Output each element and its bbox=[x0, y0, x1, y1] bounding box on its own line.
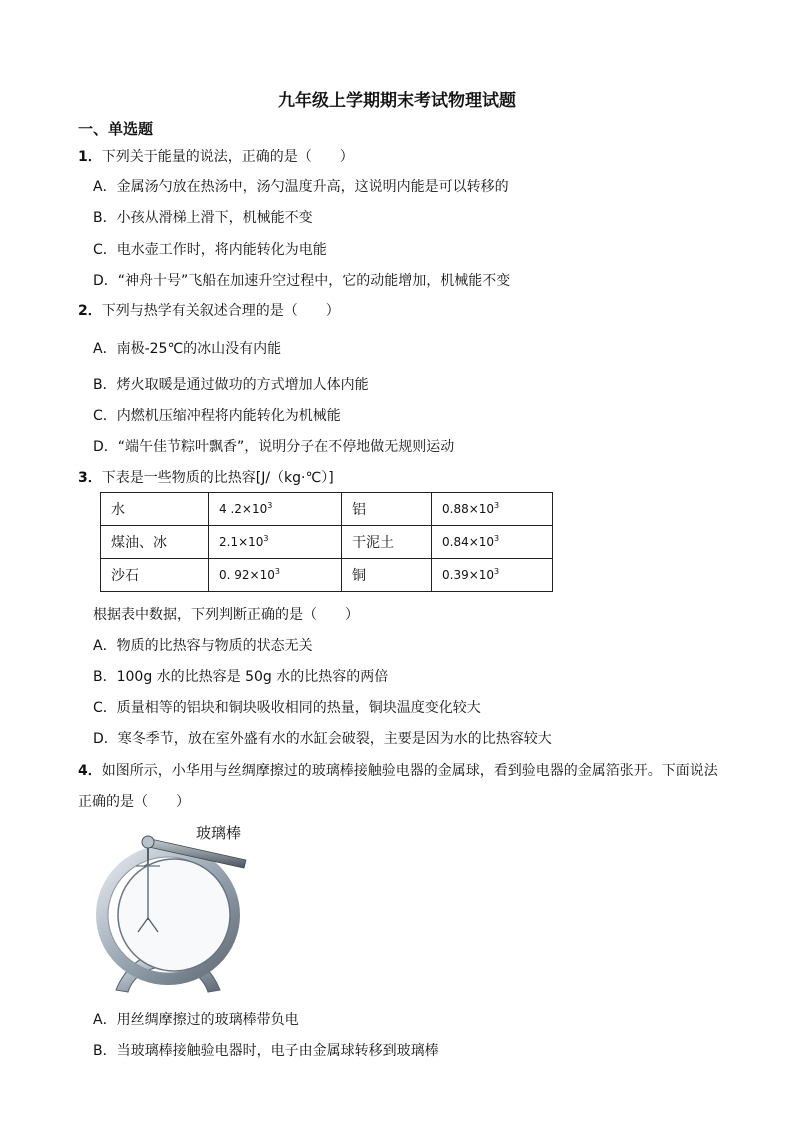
question-number: 4． bbox=[78, 763, 102, 779]
table-row bbox=[101, 493, 553, 526]
table-cell: 水 bbox=[101, 493, 209, 526]
question-1 bbox=[78, 146, 354, 166]
question-stem: 下表是一些物质的比热容[J/（kg·℃）] bbox=[101, 470, 334, 486]
table-cell: 4 $.2\times 10^3$ bbox=[209, 493, 342, 526]
table-cell: 0. $92\times 10^3$ bbox=[209, 559, 342, 592]
table-cell: 铝 bbox=[342, 493, 432, 526]
q1-option-c: C．电水壶工作时，将内能转化为电能 bbox=[93, 242, 327, 258]
section-heading: 一、单选题 bbox=[78, 120, 154, 138]
table-row bbox=[101, 526, 553, 559]
question-stem-line-1: 如图所示，小华用与丝绸摩擦过的玻璃棒接触验电器的金属球，看到验电器的金属箔张开。下面说法 bbox=[101, 763, 718, 779]
q1-option-d: D．“神舟十号”飞船在加速升空过程中，它的动能增加，机械能不变 bbox=[93, 273, 511, 289]
q2-option-b: B．烤火取暖是通过做功的方式增加人体内能 bbox=[93, 377, 369, 393]
question-number: 2． bbox=[78, 303, 102, 319]
electroscope-figure bbox=[88, 820, 258, 1000]
specific-heat-table bbox=[100, 492, 553, 592]
question-4 bbox=[78, 760, 718, 780]
q3-option-a: A．物质的比热容与物质的状态无关 bbox=[93, 638, 313, 654]
q3-followup: 根据表中数据，下列判断正确的是（ ） bbox=[93, 607, 359, 623]
table-cell: 煤油、冰 bbox=[101, 526, 209, 559]
q2-option-d: D．“端午佳节粽叶飘香”，说明分子在不停地做无规则运动 bbox=[93, 439, 455, 455]
q1-option-a: A．金属汤勺放在热汤中，汤勺温度升高，这说明内能是可以转移的 bbox=[93, 179, 509, 195]
question-3 bbox=[78, 467, 334, 487]
q4-option-a: A．用丝绸摩擦过的玻璃棒带负电 bbox=[93, 1012, 299, 1028]
table-cell: $2.1\times 10^3$ bbox=[209, 526, 342, 559]
figure-label-glass-rod: 玻璃棒 bbox=[196, 824, 242, 842]
table-cell: $0.39\times 10^3$ bbox=[432, 559, 553, 592]
q2-option-a: A．南极-25℃的冰山没有内能 bbox=[93, 341, 282, 357]
q3-option-c: C．质量相等的铝块和铜块吸收相同的热量，铜块温度变化较大 bbox=[93, 700, 481, 716]
table-row bbox=[101, 559, 553, 592]
page-title: 九年级上学期期末考试物理试题 bbox=[278, 91, 516, 111]
q3-option-b: B．100g 水的比热容是 50g 水的比热容的两倍 bbox=[93, 669, 389, 685]
q4-option-b: B．当玻璃棒接触验电器时，电子由金属球转移到玻璃棒 bbox=[93, 1043, 439, 1059]
question-4-stem-line-2: 正确的是（ ） bbox=[78, 794, 190, 810]
table-cell: 沙石 bbox=[101, 559, 209, 592]
question-stem: 下列关于能量的说法，正确的是（ ） bbox=[101, 149, 354, 165]
table-cell: 干泥土 bbox=[342, 526, 432, 559]
table-cell: 铜 bbox=[342, 559, 432, 592]
q2-option-c: C．内燃机压缩冲程将内能转化为机械能 bbox=[93, 408, 341, 424]
question-2 bbox=[78, 300, 340, 320]
q3-option-d: D．寒冬季节，放在室外盛有水的水缸会破裂，主要是因为水的比热容较大 bbox=[93, 731, 552, 747]
question-number: 3． bbox=[78, 470, 102, 486]
q1-option-b: B．小孩从滑梯上滑下，机械能不变 bbox=[93, 210, 313, 226]
table-cell: $0.84\times 10^3$ bbox=[432, 526, 553, 559]
table-cell: $0.88\times 10^3$ bbox=[432, 493, 553, 526]
question-stem: 下列与热学有关叙述合理的是（ ） bbox=[101, 303, 340, 319]
question-number: 1． bbox=[78, 149, 102, 165]
